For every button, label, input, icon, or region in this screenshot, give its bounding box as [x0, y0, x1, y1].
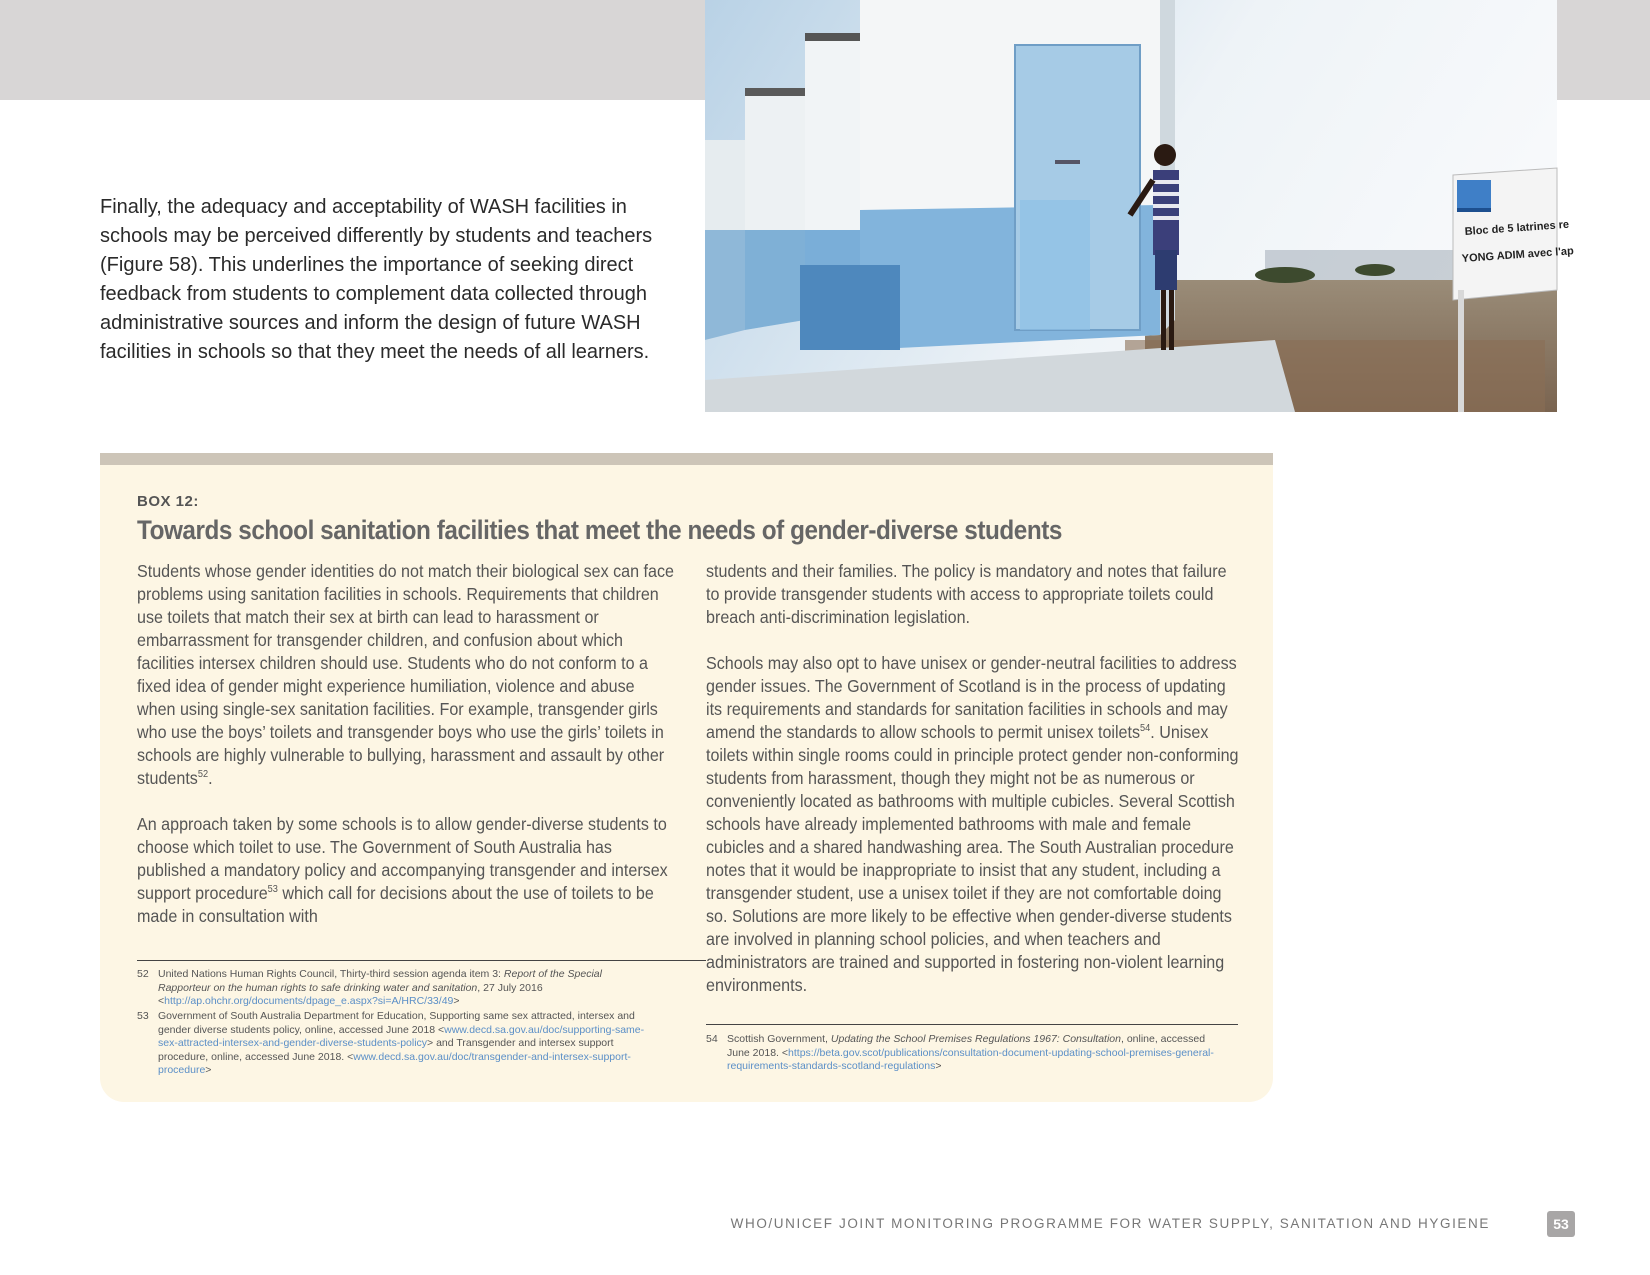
footnote-54-link[interactable]: https://beta.gov.scot/publications/consultation-document-updating-school-premises-general-requirements-standards-scotland-regulations	[727, 1046, 1214, 1072]
footer-title: WHO/UNICEF JOINT MONITORING PROGRAMME FOR WATER SUPPLY, SANITATION AND HYGIENE	[730, 1216, 1490, 1231]
footnote-rule-left	[137, 960, 706, 961]
footnote-53-link-2[interactable]: www.decd.sa.gov.au/doc/transgender-and-intersex-support-procedure	[158, 1050, 631, 1076]
box-label: BOX 12:	[137, 493, 199, 510]
box-left-paragraph-2: An approach taken by some schools is to allow gender-diverse students to choose which toilet to use. The Government of South Australia has published a mandatory policy and accompanying transgender and intersex support procedure$^{53}$ which call for decisions about the use of toilets to be made in consultation with	[137, 814, 668, 926]
box-right-column	[706, 560, 1243, 1020]
page-number: 53	[1547, 1211, 1575, 1237]
latrines-photo	[705, 0, 1575, 412]
box-left-paragraph-1: Students whose gender identities do not match their biological sex can face problems using sanitation facilities in schools. Requirements that children use toilets that match their sex at birth can lead to harassment or embarrassment for transgender children, and confusion about which facilities intersex children should use. Students who do not conform to a fixed idea of gender might experience humiliation, violence and abuse when using single-sex sanitation facilities. For example, transgender girls who use the boys’ toilets and transgender boys who use the girls’ toilets in schools are highly vulnerable to bullying, harassment and assault by other students$^{52}$.	[137, 561, 674, 788]
footnote-53-link-1[interactable]: www.decd.sa.gov.au/doc/supporting-same-sex-attracted-intersex-and-gender-diverse-students-policy	[158, 1023, 645, 1049]
footnote-53: 53 Government of South Australia Department for Education, Supporting same sex attracted, intersex and gender diverse students policy, online, accessed June 2018 <www.decd.sa.gov.au/doc/supporting-same-sex-attracted-intersex-and-gender-diverse-students-policy> and Transgender and intersex support procedure, online, accessed June 2018. <www.decd.sa.gov.au/doc/transgender-and-intersex-support-procedure>	[137, 1010, 645, 1076]
footnote-54: 54 Scottish Government, Updating the School Premises Regulations 1967: Consultation, online, accessed June 2018. <https://beta.gov.scot/publications/consultation-document-updating-school-premises-general-requirements-standards-scotland-regulations>	[706, 1033, 1214, 1072]
box-right-paragraph-2: Schools may also opt to have unisex or gender-neutral facilities to address gender issues. The Government of Scotland is in the process of updating its requirements and standards for sanitation facilities in schools and may amend the standards to allow schools to permit unisex toilets$^{54}$. Unisex toilets within single rooms could in principle protect gender non-conforming students from harassment, though they might not be as numerous or conveniently located as bathrooms with multiple cubicles. Several Scottish schools have already implemented bathrooms with male and female cubicles and a shared handwashing area. The South Australian procedure notes that it would be inappropriate to insist that any student, including a transgender student, use a unisex toilet if they are not comfortable doing so. Solutions are more likely to be effective when gender-diverse students are involved in planning school policies, and when teachers and administrators are trained and supported in fostering non-violent learning environments.	[706, 653, 1239, 995]
box-right-paragraph-1: students and their families. The policy is mandatory and notes that failure to provide transgender students with access to appropriate toilets could breach anti-discrimination legislation.	[706, 561, 1227, 627]
box-left-column	[137, 560, 674, 951]
footnote-rule-right	[706, 1024, 1238, 1025]
box-12	[100, 453, 1273, 1102]
footnote-52-link[interactable]: http://ap.ohchr.org/documents/dpage_e.aspx?si=A/HRC/33/49	[164, 995, 454, 1007]
footnote-52: 52 United Nations Human Rights Council, Thirty-third session agenda item 3: Report of the Special Rapporteur on the human rights to safe drinking water and sanitation, 27 July 2016 <http://ap.ohchr.org/documents/dpage_e.aspx?si=A/HRC/33/49>	[137, 968, 602, 1007]
sign-text-line2: YONG ADIM avec l'ap	[1461, 245, 1575, 265]
sign-text-line1: Bloc de 5 latrines re	[1464, 218, 1570, 238]
footnote-ref-54: 54	[1140, 723, 1151, 735]
footnote-ref-52: 52	[197, 769, 209, 781]
intro-paragraph: Finally, the adequacy and acceptability of WASH facilities in schools may be perceived differently by students and teachers (Figure 58). This underlines the importance of seeking direct feedback from students to complement data collected through administrative sources and inform the design of future WASH facilities in schools so that they meet the needs of all learners.	[100, 196, 653, 363]
footnote-ref-53: 53	[267, 884, 278, 896]
box-title: Towards school sanitation facilities that meet the needs of gender-diverse students	[137, 515, 1062, 545]
